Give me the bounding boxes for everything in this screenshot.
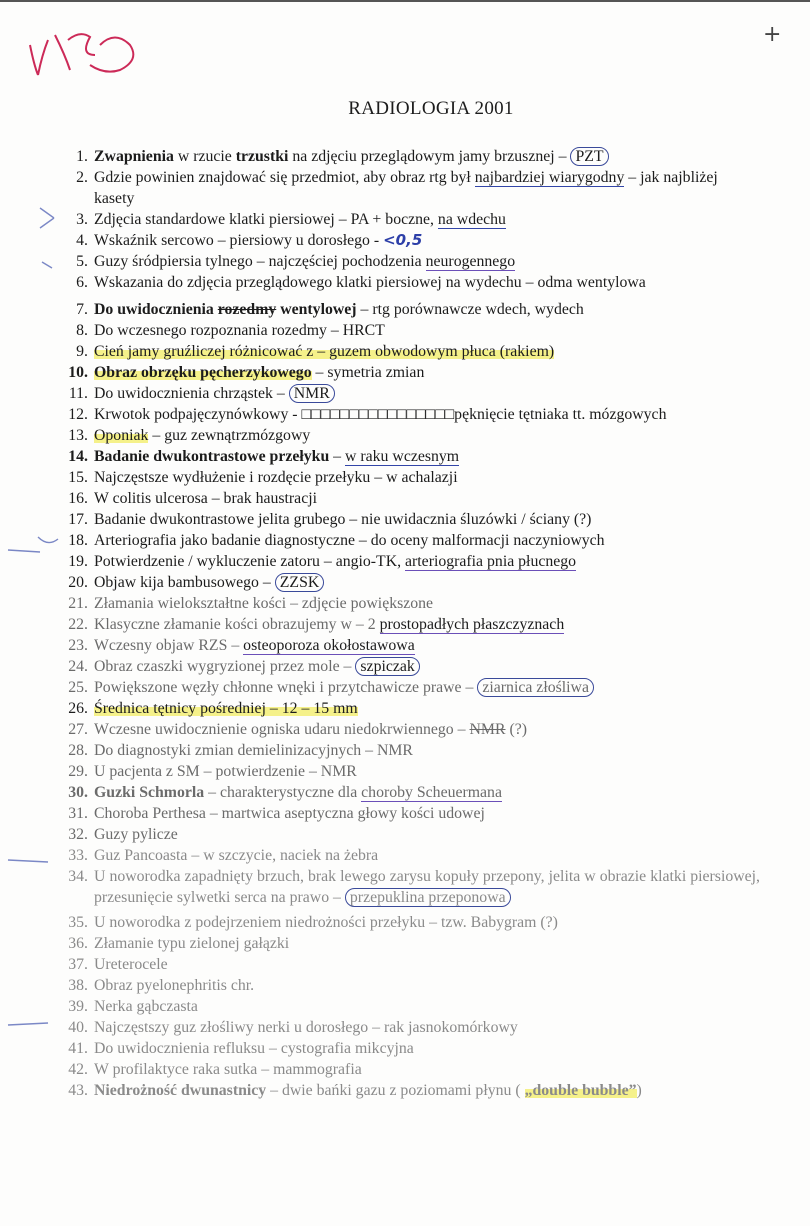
list-item: 29. U pacjenta z SM – potwierdzenie – NMR — [68, 763, 357, 780]
margin-pen-marks — [0, 140, 80, 1150]
corner-plus-mark: + — [763, 22, 782, 47]
list-item: 15. Najczęstsze wydłużenie i rozdęcie przełyku – w achalazji — [68, 469, 458, 486]
list-item: 9. Cień jamy gruźliczej różnicować z – guzem obwodowym płuca (rakiem) — [76, 343, 555, 360]
list-item: 33. Guz Pancoasta – w szczycie, naciek na żebra — [68, 847, 379, 864]
list-item: 30. Guzki Schmorla – charakterystyczne dla choroby Scheuermana — [68, 784, 502, 801]
list-item: 20. Objaw kija bambusowego – ZZSK — [60, 572, 760, 593]
list-item: 36. Złamanie typu zielonej gałązki — [68, 935, 290, 952]
question-list — [60, 146, 760, 1101]
list-item: 27. Wczesne uwidocznienie ogniska udaru niedokrwiennego – NMR (?) — [68, 721, 527, 738]
list-item: 12. Krwotok podpajęczynówkowy - □□□□□□□□□□□□□□□□pęknięcie tętniaka tt. mózgowych — [68, 406, 667, 423]
list-item: 11. Do uwidocznienia chrząstek – NMR — [60, 383, 760, 404]
list-item: 18. Arteriografia jako badanie diagnostyczne – do oceny malformacji naczyniowych — [68, 532, 605, 549]
list-item: 26. Średnica tętnicy pośredniej – 12 – 15 mm — [68, 700, 358, 717]
red-handwritten-mark — [20, 15, 160, 90]
list-item: 40. Najczęstszy guz złośliwy nerki u dorosłego – rak jasnokomórkowy — [68, 1019, 518, 1036]
list-item: 2. Gdzie powinien znajdować się przedmiot, aby obraz rtg był najbardziej wiarygodny – jak najbliżej kasety — [76, 169, 718, 207]
list-item: 35. U noworodka z podejrzeniem niedrożności przełyku – tzw. Babygram (?) — [68, 914, 558, 931]
list-item: 32. Guzy pylicze — [68, 826, 178, 843]
scan-edge-line — [0, 0, 810, 2]
list-item: 3. Zdjęcia standardowe klatki piersiowej – PA + boczne, na wdechu — [76, 211, 506, 228]
list-item: 34. U noworodka zapadnięty brzuch, brak lewego zarysu kopuły przepony, jelita w obrazie klatki piersiowej, przesunięcie sylwetki serca na prawo – przepuklina przeponowa — [68, 868, 760, 906]
page-title: RADIOLOGIA 2001 — [348, 98, 514, 119]
list-item: 5. Guzy śródpiersia tylnego – najczęściej pochodzenia neurogennego — [76, 253, 516, 270]
list-item: 41. Do uwidocznienia refluksu – cystografia mikcyjna — [68, 1040, 414, 1057]
list-item: 1. Zwapnienia w rzucie trzustki na zdjęciu przeglądowym jamy brzusznej – PZT — [60, 146, 760, 167]
list-item: 37. Ureterocele — [68, 956, 168, 973]
list-item: 6. Wskazania do zdjęcia przeglądowego klatki piersiowej na wydechu – odma wentylowa — [76, 274, 646, 291]
list-item: 38. Obraz pyelonephritis chr. — [68, 977, 255, 994]
list-item: 22. Klasyczne złamanie kości obrazujemy w – 2 prostopadłych płaszczyznach — [68, 616, 565, 633]
list-item: 16. W colitis ulcerosa – brak haustracji — [68, 490, 317, 507]
list-item: 8. Do wczesnego rozpoznania rozedmy – HRCT — [76, 322, 385, 339]
list-item: 14. Badanie dwukontrastowe przełyku – w raku wczesnym — [68, 448, 460, 465]
list-item: 31. Choroba Perthesa – martwica aseptyczna głowy kości udowej — [68, 805, 485, 822]
list-item: 21. Złamania wielokształtne kości – zdjęcie powiększone — [68, 595, 434, 612]
item-number: 1. — [76, 148, 88, 165]
list-item: 13. Oponiak – guz zewnątrzmózgowy — [68, 427, 311, 444]
list-item: 17. Badanie dwukontrastowe jelita grubego – nie uwidacznia śluzówki / ściany (?) — [68, 511, 592, 528]
list-item: 4. Wskaźnik sercowo – piersiowy u dorosłego - <0,5 — [76, 231, 423, 249]
list-item: 23. Wczesny objaw RZS – osteoporoza okołostawowa — [68, 637, 415, 654]
list-item: 42. W profilaktyce raka sutka – mammografia — [68, 1061, 362, 1078]
list-item: 25. Powiększone węzły chłonne wnęki i przytchawicze prawe – ziarnica złośliwa — [60, 677, 760, 698]
list-item: 28. Do diagnostyki zmian demielinizacyjnych – NMR — [68, 742, 413, 759]
list-item: 24. Obraz czaszki wygryzionej przez mole – szpiczak — [60, 656, 760, 677]
list-item: 43. Niedrożność dwunastnicy – dwie bańki gazu z poziomami płynu ( „double bubble”) — [68, 1082, 642, 1099]
list-item: 19. Potwierdzenie / wykluczenie zatoru – angio-TK, arteriografia pnia płucnego — [68, 553, 577, 570]
list-item: 7. Do uwidocznienia rozedmy wentylowej – rtg porównawcze wdech, wydech — [76, 301, 584, 318]
list-item: 39. Nerka gąbczasta — [68, 998, 198, 1015]
list-item: 10. Obraz obrzęku pęcherzykowego – symetria zmian — [68, 364, 425, 381]
